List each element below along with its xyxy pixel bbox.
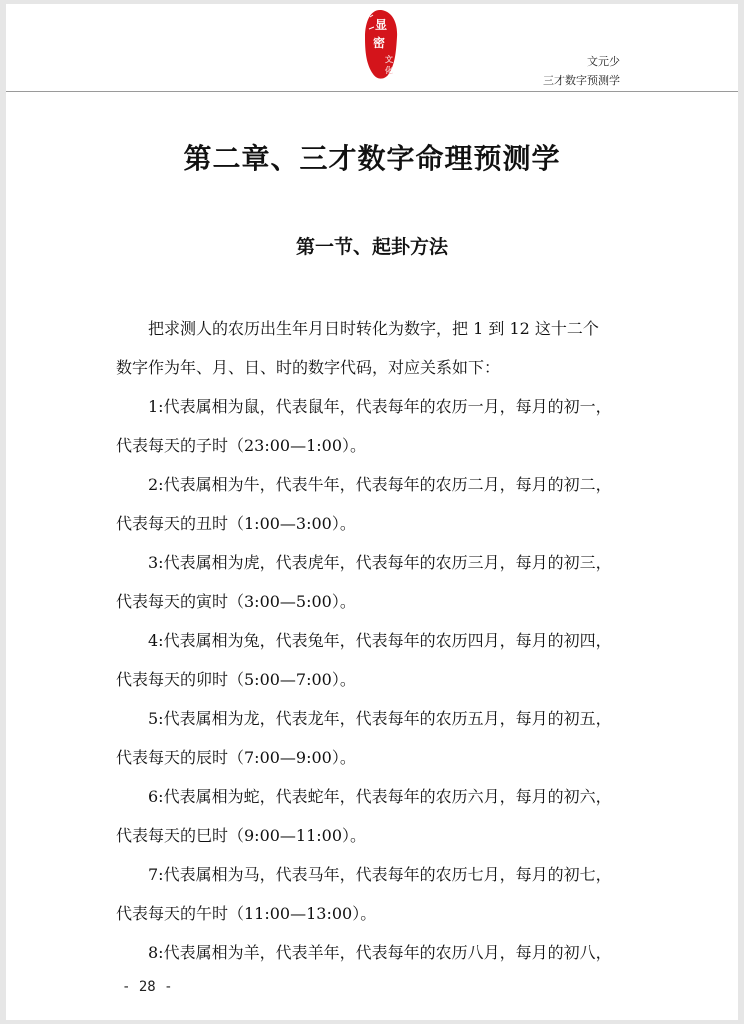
item-7-line-2: 代表每天的午时（11:00—13:00）。 — [116, 904, 377, 923]
seal-logo-graphic — [361, 7, 401, 81]
intro-line-2: 数字作为年、月、日、时的数字代码，对应关系如下： — [116, 358, 501, 377]
item-5-line-1: 5:代表属相为龙，代表龙年，代表每年的农历五月，每月的初五， — [148, 709, 612, 728]
item-4-line-1: 4:代表属相为兔，代表兔年，代表每年的农历四月，每月的初四， — [148, 631, 612, 650]
header-author: 文元少 — [587, 55, 620, 68]
svg-text:文: 文 — [385, 55, 393, 64]
svg-text:显: 显 — [375, 18, 388, 32]
item-8-line-1: 8:代表属相为羊，代表羊年，代表每年的农历八月，每月的初八， — [148, 943, 612, 962]
item-6-line-1: 6:代表属相为蛇，代表蛇年，代表每年的农历六月，每月的初六， — [148, 787, 612, 806]
item-7-line-1: 7:代表属相为马，代表马年，代表每年的农历七月，每月的初七， — [148, 865, 612, 884]
chapter-title: 第二章、三才数字命理预测学 — [183, 142, 561, 175]
item-6-line-2: 代表每天的巳时（9:00—11:00）。 — [116, 826, 367, 845]
item-2-line-1: 2:代表属相为牛，代表牛年，代表每年的农历二月，每月的初二， — [148, 475, 612, 494]
item-2-line-2: 代表每天的丑时（1:00—3:00）。 — [116, 514, 356, 533]
svg-text:密: 密 — [373, 36, 386, 50]
item-1-line-1: 1:代表属相为鼠，代表鼠年，代表每年的农历一月，每月的初一， — [148, 397, 612, 416]
item-3-line-1: 3:代表属相为虎，代表虎年，代表每年的农历三月，每月的初三， — [148, 553, 612, 572]
page-number: - 28 - — [122, 979, 173, 995]
svg-text:化: 化 — [385, 66, 393, 75]
item-3-line-2: 代表每天的寅时（3:00—5:00）。 — [116, 592, 356, 611]
running-header — [543, 52, 620, 90]
header-divider — [6, 91, 738, 92]
item-4-line-2: 代表每天的卯时（5:00—7:00）。 — [116, 670, 356, 689]
header-book-title: 三才数字预测学 — [543, 74, 620, 87]
section-title: 第一节、起卦方法 — [295, 236, 448, 258]
item-1-line-2: 代表每天的子时（23:00—1:00）。 — [116, 436, 367, 455]
intro-line-1: 把求测人的农历出生年月日时转化为数字，把 1 到 12 这十二个 — [148, 319, 599, 338]
item-5-line-2: 代表每天的辰时（7:00—9:00）。 — [116, 748, 356, 767]
document-page — [6, 4, 738, 1020]
seal-logo — [361, 7, 401, 81]
